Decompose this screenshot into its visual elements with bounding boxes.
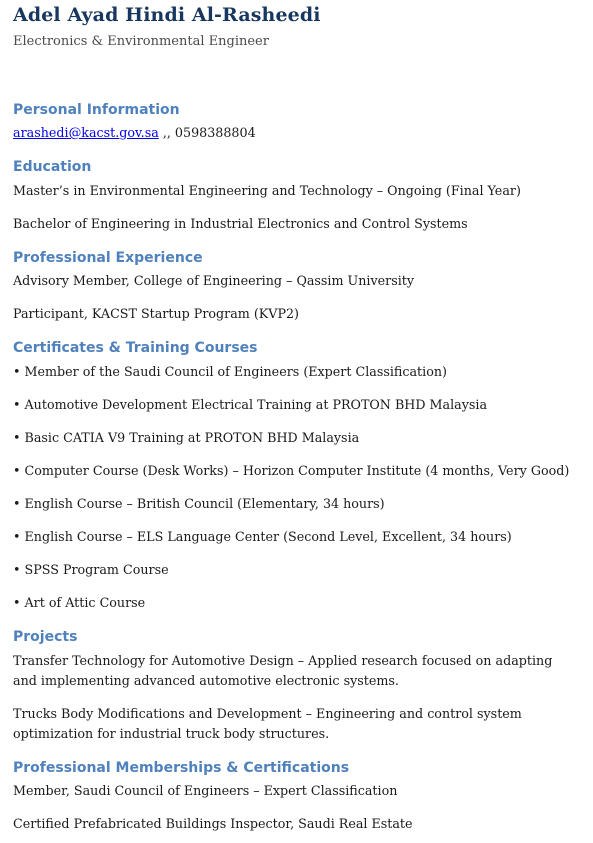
certificate-item: • English Course – ELS Language Center (Second Level, Excellent, 34 hours) xyxy=(13,529,512,544)
project-item: Trucks Body Modifications and Development – Engineering and control system optimization for industrial truck body structures. xyxy=(13,706,522,741)
certificate-item: • Computer Course (Desk Works) – Horizon Computer Institute (4 months, Very Good) xyxy=(13,463,570,478)
experience-item: Advisory Member, College of Engineering – Qassim University xyxy=(13,273,415,288)
certificate-item: • Member of the Saudi Council of Engineers (Expert Classification) xyxy=(13,364,447,379)
heading-personal-information: Personal Information xyxy=(13,102,180,118)
email-link[interactable]: arashedi@kacst.gov.sa xyxy=(13,125,159,140)
heading-projects: Projects xyxy=(13,629,78,645)
education-item: Bachelor of Engineering in Industrial Electronics and Control Systems xyxy=(13,216,468,231)
education-item: Master’s in Environmental Engineering and Technology – Ongoing (Final Year) xyxy=(13,183,521,198)
project-item: Transfer Technology for Automotive Design – Applied research focused on adapting and implementing advanced automotive electronic systems. xyxy=(13,653,553,688)
membership-item: Certified Prefabricated Buildings Inspector, Saudi Real Estate xyxy=(13,816,413,831)
certificate-item: • Art of Attic Course xyxy=(13,595,146,610)
heading-memberships: Professional Memberships & Certifications xyxy=(13,760,350,776)
certificate-item: • SPSS Program Course xyxy=(13,562,169,577)
certificate-item: • English Course – British Council (Elementary, 34 hours) xyxy=(13,496,385,511)
phone-number: 0598388804 xyxy=(174,125,256,140)
experience-item: Participant, KACST Startup Program (KVP2) xyxy=(13,306,300,321)
certificate-item: • Automotive Development Electrical Training at PROTON BHD Malaysia xyxy=(13,397,488,412)
resume-title: Electronics & Environmental Engineer xyxy=(13,34,269,49)
heading-certificates: Certificates & Training Courses xyxy=(13,340,258,356)
heading-professional-experience: Professional Experience xyxy=(13,250,203,266)
heading-education: Education xyxy=(13,159,92,175)
contact-line xyxy=(13,123,256,143)
certificate-item: • Basic CATIA V9 Training at PROTON BHD Malaysia xyxy=(13,430,360,445)
resume-name: Adel Ayad Hindi Al-Rasheedi xyxy=(13,4,321,26)
membership-item: Member, Saudi Council of Engineers – Expert Classification xyxy=(13,783,398,798)
contact-separator: ,, xyxy=(158,125,175,140)
